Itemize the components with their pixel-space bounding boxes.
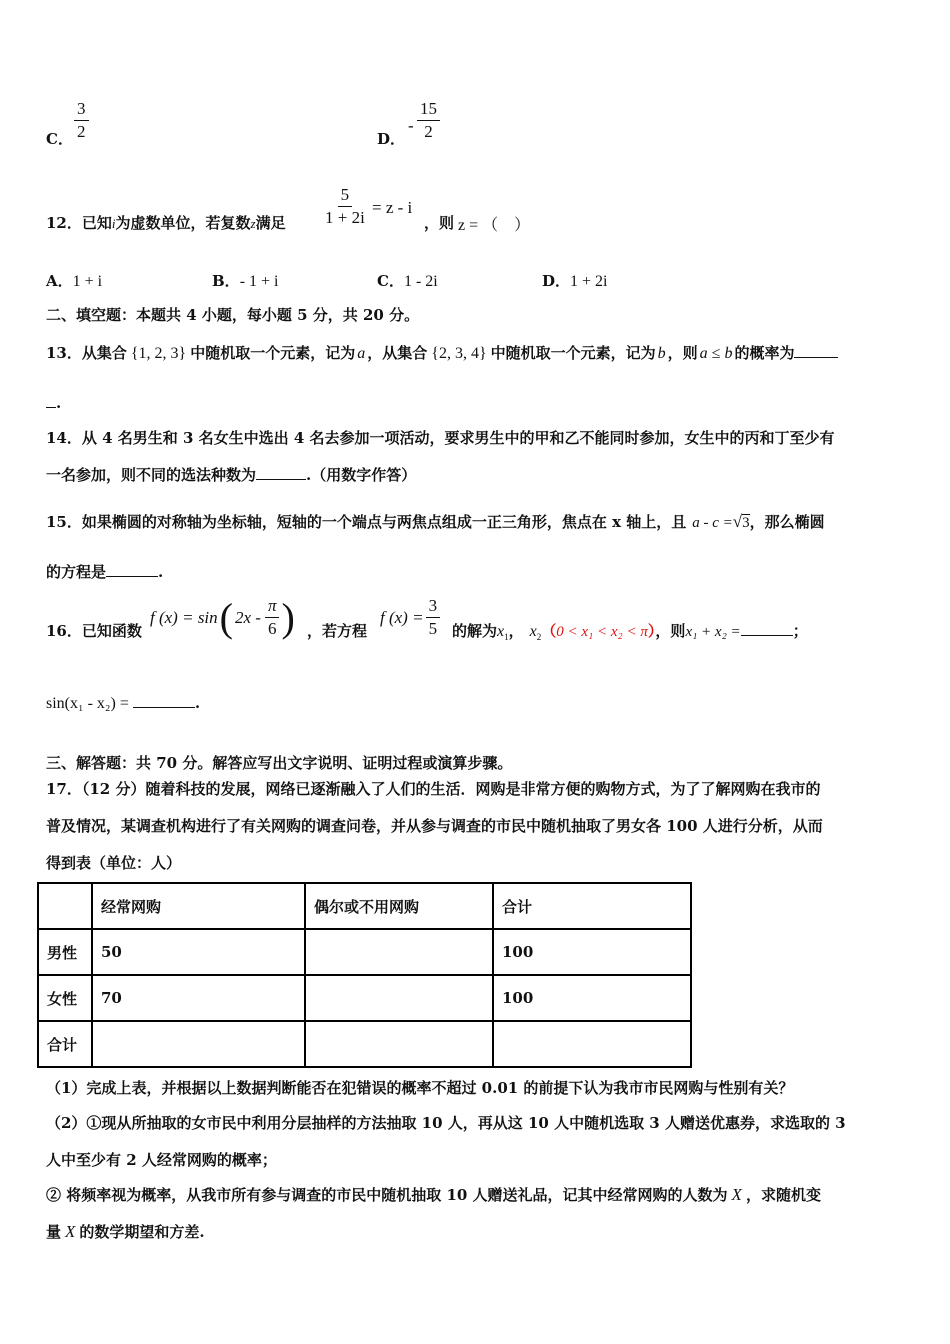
table-header-row [38,883,691,929]
table-cell: 合计 [38,1021,92,1067]
q16-intro: 16．已知函数 [46,622,142,640]
table-header: 合计 [493,883,691,929]
q12-option-a: A．1 + i [46,272,103,290]
q17-part2-line2: 人中至少有 2 人经常网购的概率； [46,1151,277,1169]
q12-option-c: C．1 - 2i [377,272,438,290]
table-cell [305,929,493,975]
survey-table [37,882,692,1068]
table-row [38,929,691,975]
q12-option-d: D．1 + 2i [542,272,608,290]
q13-answer-blank[interactable] [794,357,838,358]
q16-rest: 的解为$x_1$， $x_2(0 < x_1 < x_2 < \pi)$，则x₁ + x₂ = ； [452,622,808,642]
q13-end: . [46,394,61,412]
table-cell [493,1021,691,1067]
table-cell [38,883,92,929]
q12-ask: z = （ ） [458,217,531,234]
q16-function: f (x) = sin ( 2x - $\frac{\pi}{6}$ ) [150,594,295,640]
q17-line2: 普及情况，某调查机构进行了有关网购的调查问卷，并从参与调查的市民中随机抽取了男女各 100 人进行分析，从而 [46,817,823,835]
q14-line1: 14．从 4 名男生和 3 名女生中选出 4 名去参加一项活动，要求男生中的甲和乙不能同时参加，女生中的丙和丁至少有 [46,429,835,447]
option-d-sign: - [408,116,414,135]
q15-answer-blank[interactable] [106,576,158,577]
q16-if-equation: ，若方程 [307,622,368,640]
q17-part3-line2: 量 X 的数学期望和方差. [46,1222,205,1241]
q12-text: 12．已知i为虚数单位，若复数z满足 [46,214,286,232]
q15-line2: 的方程是 . [46,563,164,581]
section-3-heading: 三、解答题：共 70 分。解答应写出文字说明、证明过程或演算步骤。 [46,754,513,772]
table-row [38,1021,691,1067]
section-2-heading: 二、填空题：本题共 4 小题，每小题 5 分，共 20 分。 [46,306,420,324]
table-cell: 男性 [38,929,92,975]
option-d-fraction: $\frac{15}{2}$ [417,100,440,141]
q12-rhs: = z - i [372,198,413,217]
q17-part1: （1）完成上表，并根据以上数据判断能否在犯错误的概率不超过 0.01 的前提下认为我市市民网购与性别有关？ [46,1079,794,1097]
q14-line2: 一名参加，则不同的选法种数为 .（用数字作答） [46,466,417,484]
table-cell: 女性 [38,975,92,1021]
table-cell [305,1021,493,1067]
option-c-fraction: $\frac{3}{2}$ [74,100,89,141]
q15-line1: 15．如果椭圆的对称轴为坐标轴，短轴的一个端点与两焦点组成一正三角形，焦点在 x 轴上，且 a - c =√3，那么椭圆 [46,512,825,531]
table-header: 经常网购 [92,883,305,929]
q13-text: 13．从集合 {1, 2, 3} 中随机取一个元素，记为 a ，从集合 {2, 3, 4} 中随机取一个元素，记为 b ，则 a ≤ b 的概率为 [46,342,838,363]
q16-answer-blank-2[interactable] [133,707,195,708]
q17-part2-line1: （2）①现从所抽取的女市民中利用分层抽样的方法抽取 10 人，再从这 10 人中随机选取 3 人赠送优惠券，求选取的 3 [46,1114,846,1132]
q16-second-blank: sin(x₁ - x₂) = . [46,694,201,712]
q17-line3: 得到表（单位：人） [46,854,182,872]
q12-then: ，则 [424,214,455,232]
q16-answer-blank-1[interactable] [741,635,793,636]
q14-answer-blank[interactable] [256,479,306,480]
q16-equation: f (x) = $\frac{3}{5}$ [380,597,440,638]
q12-fraction: $\frac{5}{1 + 2i}$ [325,185,365,227]
table-cell: 50 [92,929,305,975]
table-cell: 100 [493,929,691,975]
table-cell [92,1021,305,1067]
table-cell: 100 [493,975,691,1021]
table-cell [305,975,493,1021]
table-row [38,975,691,1021]
q17-line1: 17．（12 分）随着科技的发展，网络已逐渐融入了人们的生活．网购是非常方便的购物方式，为了了解网购在我市的 [46,780,821,798]
option-c-label: C． [46,130,73,148]
q17-part3-line1: ② 将频率视为概率，从我市所有参与调查的市民中随机抽取 10 人赠送礼品，记其中经常网购的人数为 X ，求随机变 [46,1185,821,1204]
table-header: 偶尔或不用网购 [305,883,493,929]
table-cell: 70 [92,975,305,1021]
q12-option-b: B．- 1 + i [212,272,279,290]
option-d-label: D． [377,130,406,148]
